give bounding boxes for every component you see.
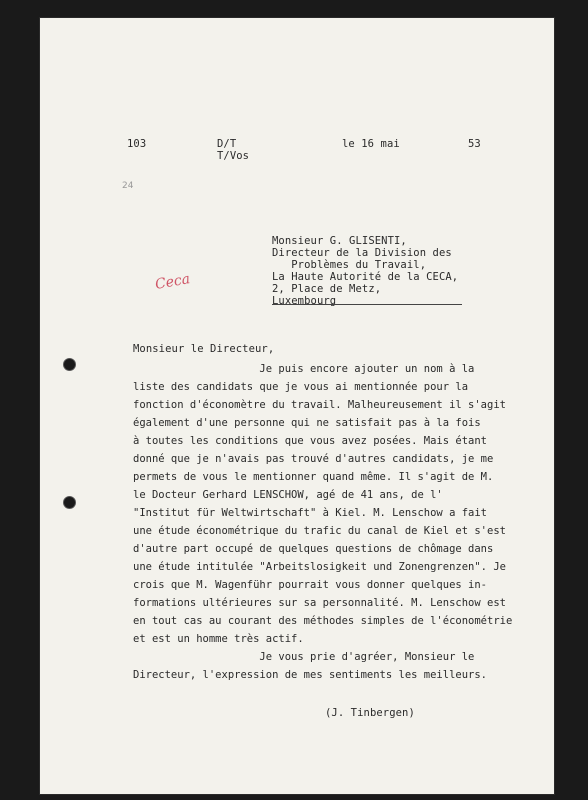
body-line: et est un homme très actif. [133, 633, 304, 645]
reference-number: 103 [127, 138, 147, 150]
address-line: La Haute Autorité de la CECA, [272, 271, 459, 283]
address-line: Monsieur G. GLISENTI, [272, 235, 407, 247]
letter-page [40, 18, 554, 794]
pencil-annotation: 24 [122, 181, 134, 191]
signature: (J. Tinbergen) [325, 707, 415, 719]
body-line: permets de vous le mentionner quand même. Il s'agit de M. [133, 471, 494, 483]
punch-hole-top [63, 358, 76, 371]
body-line: liste des candidats que je vous ai mentionnée pour la [133, 381, 469, 393]
body-line: à toutes les conditions que vous avez posées. Mais étant [133, 435, 488, 447]
body-line: en tout cas au courant des méthodes simples de l'économétrie [133, 615, 513, 627]
address-line: Problèmes du Travail, [272, 259, 427, 271]
punch-hole-bottom [63, 496, 76, 509]
address-underline [272, 304, 462, 305]
body-line: d'autre part occupé de quelques questions de chômage dans [133, 543, 494, 555]
reference-code-1: D/T [217, 138, 237, 150]
body-line: une étude économétrique du trafic du canal de Kiel et s'est [133, 525, 506, 537]
body-line: formations ultérieures sur sa personnalité. M. Lenschow est [133, 597, 506, 609]
letter-date: le 16 mai [342, 138, 400, 150]
body-line: le Docteur Gerhard LENSCHOW, agé de 41 ans, de l' [133, 489, 443, 501]
reference-code-2: T/Vos [217, 150, 250, 162]
body-line: fonction d'économètre du travail. Malheureusement il s'agit [133, 399, 506, 411]
body-line: Je puis encore ajouter un nom à la [133, 363, 475, 375]
handwritten-ceca-mark: Ceca [153, 271, 192, 293]
letter-year: 53 [468, 138, 481, 150]
body-line: également d'une personne qui ne satisfait pas à la fois [133, 417, 481, 429]
body-line: crois que M. Wagenführ pourrait vous donner quelques in- [133, 579, 488, 591]
address-line: Luxembourg [272, 295, 337, 307]
body-line: donné que je n'avais pas trouvé d'autres candidats, je me [133, 453, 494, 465]
closing-line: Directeur, l'expression de mes sentiments les meilleurs. [133, 669, 488, 681]
address-line: 2, Place de Metz, [272, 283, 382, 295]
closing-line: Je vous prie d'agréer, Monsieur le [133, 651, 475, 663]
body-line: une étude intitulée "Arbeitslosigkeit und Zonengrenzen". Je [133, 561, 506, 573]
salutation: Monsieur le Directeur, [133, 343, 275, 355]
body-line: "Institut für Weltwirtschaft" à Kiel. M. Lenschow a fait [133, 507, 488, 519]
address-line: Directeur de la Division des [272, 247, 452, 259]
